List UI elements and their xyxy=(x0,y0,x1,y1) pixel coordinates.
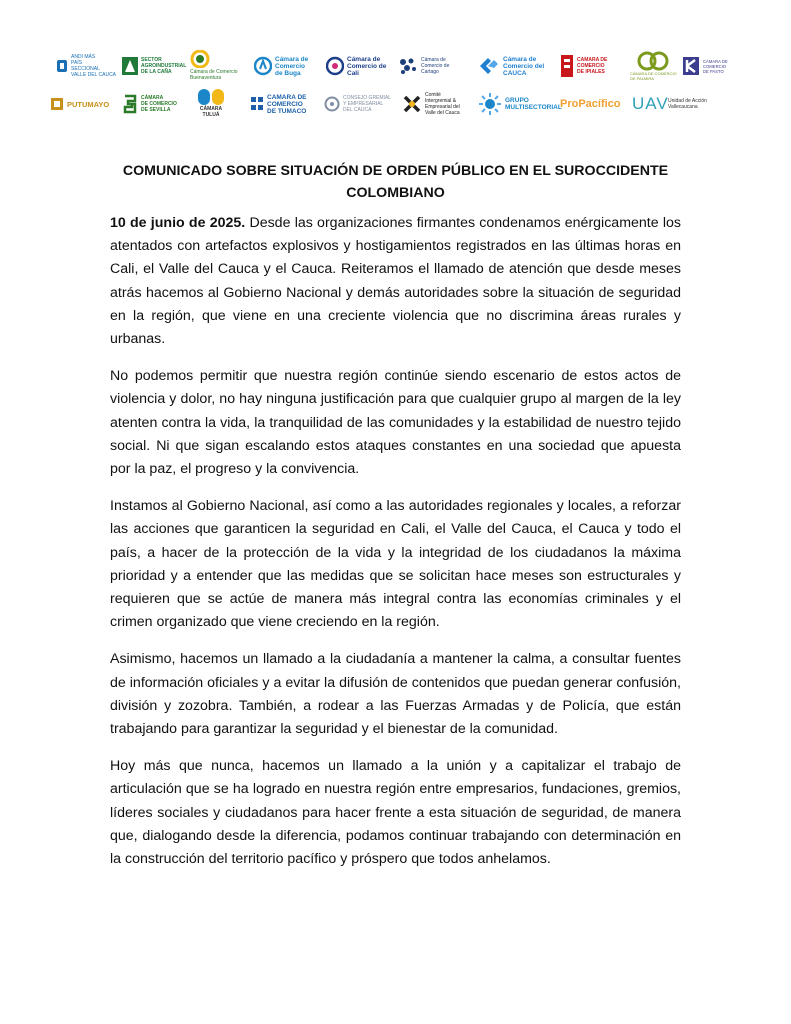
paragraph-2: No podemos permitir que nuestra región continúe siendo escenario de estos actos de violencia y dolor, no hay ninguna justificación para que cualquier grupo al margen de la ley atenten contra la vida, la tranquilidad de las comunidades y la estabilidad de nuestro tejido social. Ni que sigan escalando estos ataques constantes en una sociedad que apuesta por la paz, el progreso y la convivencia. xyxy=(110,368,681,478)
logo-multisectorial-text: GRUPO MULTISECTORIAL xyxy=(505,97,562,111)
paragraph-1-text: Desde las organizaciones firmantes condenamos enérgicamente los atentados con artefactos explosivos y hostigamientos registrados en las últimas horas en Cali, el Valle del Cauca y el Cauca. Reiteramos el llamado de atención que desde meses atrás hacemos al Gobierno Nacional y demás autoridades sobre la situación de seguridad en la región, que viene en una creciente violencia que no discrimina áreas rurales y urbanas. xyxy=(110,215,681,348)
logo-camara-cali xyxy=(326,50,386,82)
logo-row-bottom xyxy=(50,88,730,120)
logo-camara-palmira xyxy=(630,50,677,82)
logo-buga-text: Cámara de Comercio de Buga xyxy=(275,55,309,77)
cartago-dots-icon xyxy=(398,56,418,76)
document-body xyxy=(110,212,681,885)
logo-pasto-text: CÁMARA DE COMERCIO DE PASTO xyxy=(703,58,728,74)
logo-sevilla-text: CÁMARA DE COMERCIO DE SEVILLA xyxy=(141,95,177,113)
logo-cartago-text: Cámara de Comercio de Cartago xyxy=(421,57,450,75)
paragraph-3: Instamos al Gobierno Nacional, así como a las autoridades regionales y locales, a reforzar las acciones que garanticen la seguridad en Cali, el Valle del Cauca, el Cauca y todo el país, a hacer de la protección de la vida y la integridad de los ciudadanos la máxima prioridad y a entender que las medidas que se solicitan hace meses son estructurales y requieren que se actúe de manera más integral contra las economías criminales y el crimen organizado que viene creciendo en la región. xyxy=(110,498,681,631)
cauca-emblem-icon xyxy=(478,56,500,76)
logo-camara-cauca xyxy=(478,50,544,82)
logo-comite-text: Comité Intergremial & Empresarial del Valle del Cauca xyxy=(425,92,460,116)
logo-unidad-accion xyxy=(668,88,707,120)
cali-emblem-icon xyxy=(326,56,344,76)
multisectorial-sunburst-icon xyxy=(478,92,502,116)
logo-camara-tulua xyxy=(196,88,226,120)
logo-propacifico-text: ProPacífico xyxy=(560,98,621,110)
comite-emblem-icon xyxy=(402,94,422,114)
logo-consejo-gremial xyxy=(324,88,391,120)
logo-cali-text: Cámara de Comercio de Cali xyxy=(347,55,387,77)
palmira-emblem-icon xyxy=(637,50,669,72)
buga-emblem-icon xyxy=(254,56,272,76)
logo-sector-text: SECTOR AGROINDUSTRIAL DE LA CAÑA xyxy=(141,57,187,75)
logo-grupo-multisectorial xyxy=(478,88,562,120)
consejo-emblem-icon xyxy=(324,96,340,112)
logo-camara-tumaco xyxy=(250,88,306,120)
logo-camara-buga xyxy=(254,50,308,82)
logo-andi-text: ANDI MÁS PAÍS SECCIONAL VALLE DEL CAUCA xyxy=(71,54,117,78)
ipiales-emblem-icon xyxy=(560,54,574,78)
logo-unidad-accion-text: Unidad de Acción Vallecaucana xyxy=(668,98,707,110)
logo-strip xyxy=(50,50,730,124)
tulua-emblem-icon xyxy=(196,88,226,106)
logo-consejo-text: CONSEJO GREMIAL Y EMPRESARIAL DEL CAUCA xyxy=(343,95,392,113)
logo-comite-intergremial xyxy=(402,88,460,120)
paragraph-1 xyxy=(110,212,681,351)
andi-emblem-icon xyxy=(56,58,68,74)
buenaventura-emblem-icon xyxy=(190,50,210,68)
logo-cauca-text: Cámara de Comercio del CAUCA xyxy=(503,55,545,77)
logo-camara-putumayo xyxy=(50,88,109,120)
document-title: COMUNICADO SOBRE SITUACIÓN DE ORDEN PÚBLICO EN EL SUROCCIDENTE COLOMBIANO xyxy=(122,163,669,201)
paragraph-5: Hoy más que nunca, hacemos un llamado a la unión y a capitalizar el trabajo de articulación que se ha logrado en nuestra región entre empresarios, fundaciones, gremios, líderes sociales y ciudadanos para hacer frente a esta situación de seguridad, de manera que, dialogando desde la diferencia, podamos continuar trabajando con determinación en la construcción del territorio pacífico y próspero que todos anhelamos. xyxy=(110,758,681,868)
logo-camara-ipiales xyxy=(560,50,607,82)
logo-uav-text: UAV xyxy=(632,94,669,113)
logo-row-top xyxy=(50,50,730,82)
logo-propacifico xyxy=(560,88,621,120)
sevilla-emblem-icon xyxy=(122,93,138,115)
logo-tulua-text: CÁMARA TULUÁ xyxy=(199,106,223,118)
cane-leaf-icon xyxy=(122,57,138,75)
logo-putumayo-text: PUTUMAYO xyxy=(67,99,110,109)
logo-camara-pasto xyxy=(682,50,728,82)
paragraph-4: Asimismo, hacemos un llamado a la ciudadanía a mantener la calma, a consultar fuentes de información oficiales y a evitar la difusión de contenidos que puedan generar confusión, división y zozobra. También, a rodear a las Fuerzas Armadas y de Policía, que están trabajando para garantizar la seguridad y el bienestar de la comunidad. xyxy=(110,651,681,738)
document-date: 10 de junio de 2025. xyxy=(110,215,246,231)
putumayo-emblem-icon xyxy=(50,97,64,111)
logo-tumaco-text: CAMARA DE COMERCIO DE TUMACO xyxy=(267,93,307,115)
logo-ipiales-text: CAMARA DE COMERCIO DE IPIALES xyxy=(577,57,608,75)
logo-buenaventura-text: Cámara de Comercio Buenaventura xyxy=(190,69,238,81)
logo-camara-sevilla xyxy=(122,88,177,120)
pasto-emblem-icon xyxy=(682,56,700,76)
tumaco-emblem-icon xyxy=(250,96,264,112)
logo-sector-agroindustrial xyxy=(122,50,186,82)
logo-camara-cartago xyxy=(398,50,449,82)
logo-andi-mas-pais xyxy=(56,50,116,82)
logo-uav xyxy=(632,88,669,120)
logo-palmira-text: CÁMARA DE COMERCIO DE PALMIRA xyxy=(630,71,677,81)
logo-camara-buenaventura xyxy=(190,50,238,82)
